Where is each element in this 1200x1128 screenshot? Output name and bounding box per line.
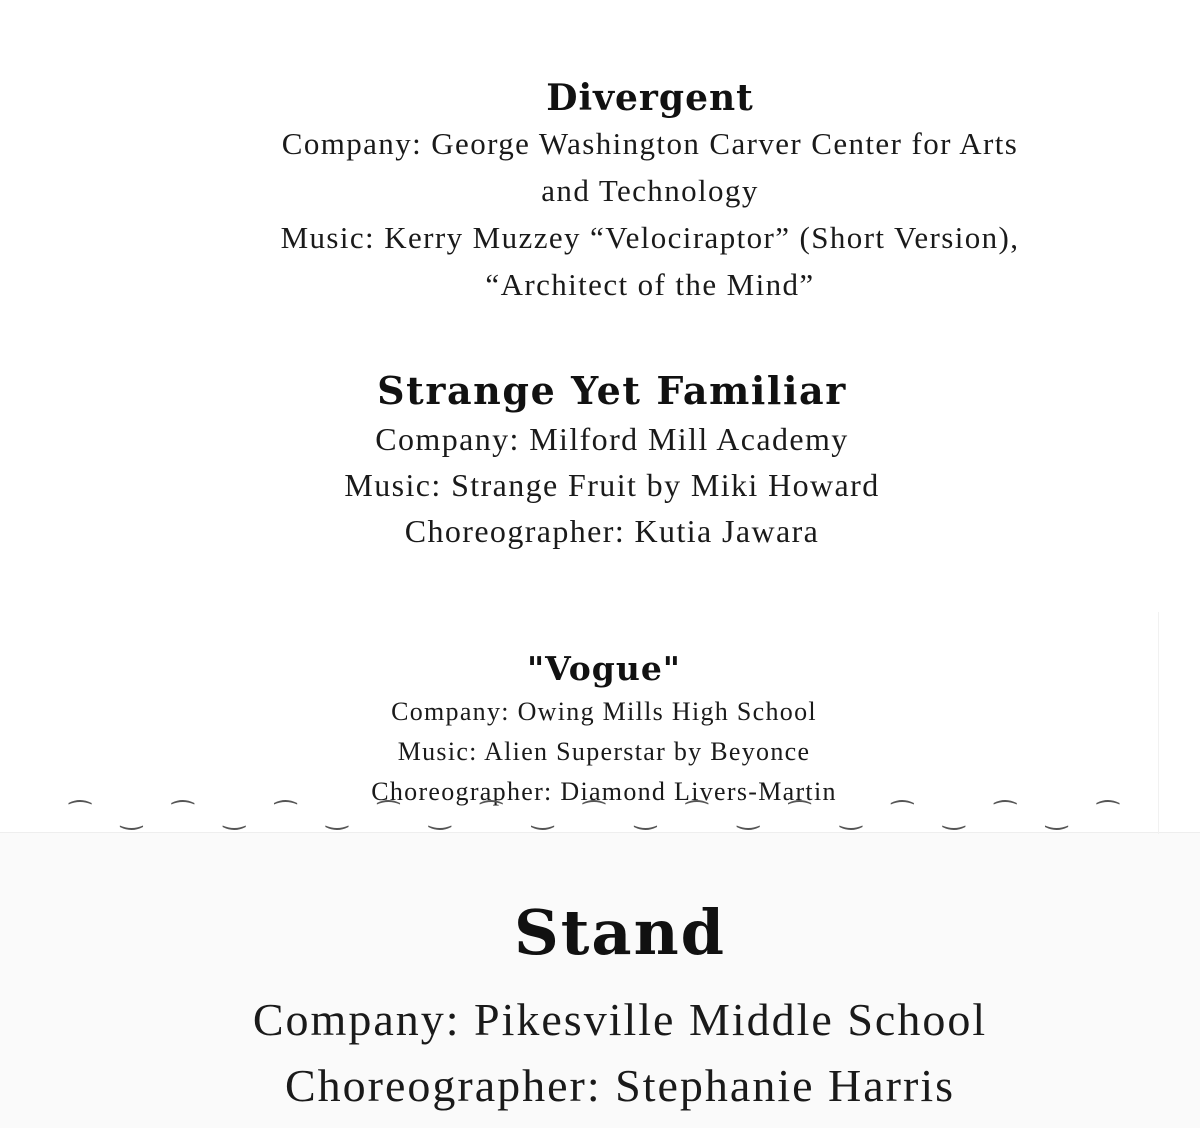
entry-choreographer: Choreographer: Diamond Livers-Martin [371, 777, 837, 806]
entry-choreographer: Choreographer: Stephanie Harris [284, 1060, 956, 1111]
entry-title: Divergent [546, 77, 754, 119]
entry-title: "Vogue" [526, 649, 682, 688]
entry-music: Music: Alien Superstar by Beyonce [397, 737, 811, 766]
entry-company: Company: George Washington Carver Center for Arts [281, 126, 1019, 161]
entry-music: Music: Kerry Muzzey “Velociraptor” (Short Version), [280, 220, 1020, 255]
program-entry-stand [120, 893, 1120, 1119]
entry-title: Strange Yet Familiar [377, 368, 847, 413]
cropped-text-fragment [0, 801, 1200, 830]
cropped-text-decoration: ⁀ ‿ ⁀ ‿ ⁀ ‿ ⁀ ‿ ⁀ ‿ ⁀ ‿ ⁀ ‿ ⁀ ‿ ⁀ ‿ ⁀ ‿ ⁀ [69, 801, 1131, 830]
entry-choreographer: Choreographer: Kutia Jawara [404, 513, 820, 549]
program-entry-strange-yet-familiar [112, 366, 1112, 554]
entry-company: Company: Pikesville Middle School [252, 994, 988, 1045]
program-entry-divergent [150, 76, 1150, 308]
entry-company: Company: Owing Mills High School [391, 697, 817, 726]
entry-company-continued: and Technology [541, 173, 759, 208]
entry-music: Music: Strange Fruit by Miki Howard [344, 467, 880, 503]
entry-music-continued: “Architect of the Mind” [485, 267, 815, 302]
entry-company: Company: Milford Mill Academy [375, 421, 849, 457]
program-entry-vogue [104, 646, 1104, 812]
entry-title: Stand [513, 896, 726, 969]
